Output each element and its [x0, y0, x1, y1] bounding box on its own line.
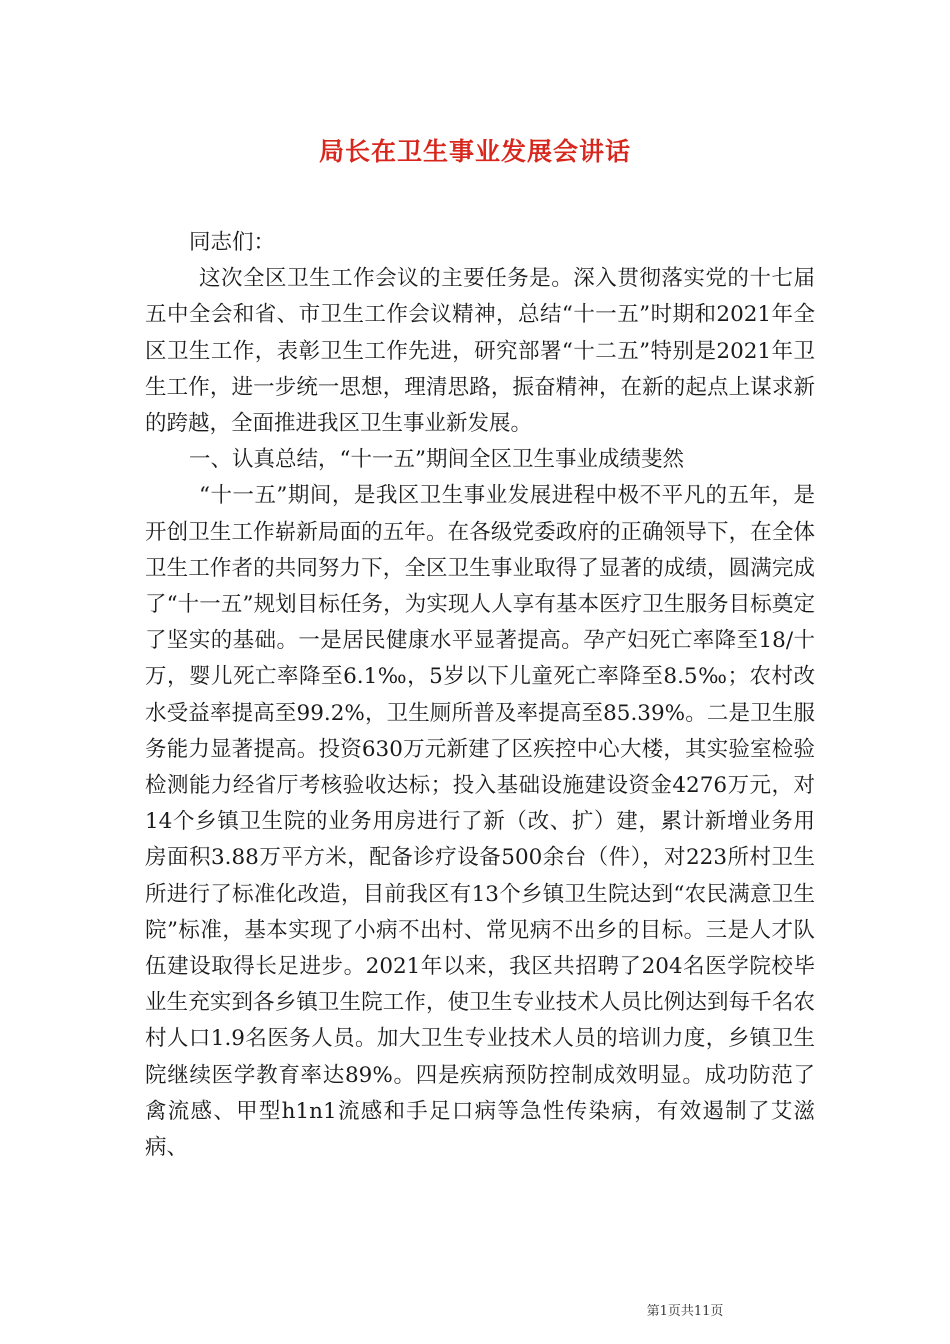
paragraph-section-1: “十一五”期间，是我区卫生事业发展进程中极不平凡的五年，是开创卫生工作崭新局面的五年。在各级党委政府的正确领导下，在全体卫生工作者的共同努力下，全区卫生事业取得了显著的成绩，圆满完成了“十一五”规划目标任务，为实现人人享有基本医疗卫生服务目标奠定了坚实的基础。一是居民健康水平显著提高。孕产妇死亡率降至18/十万，婴儿死亡率降至6.1‰，5岁以下儿童死亡率降至8.5‰；农村改水受益率提高至99.2%，卫生厕所普及率提高至85.39%。二是卫生服务能力显著提高。投资630万元新建了区疾控中心大楼，其实验室检验检测能力经省厅考核验收达标；投入基础设施建设资金4276万元，对14个乡镇卫生院的业务用房进行了新（改、扩）建，累计新增业务用房面积3.88万平方米，配备诊疗设备500余台（件），对223所村卫生所进行了标准化改造，目前我区有13个乡镇卫生院达到“农民满意卫生院”标准，基本实现了小病不出村、常见病不出乡的目标。三是人才队伍建设取得长足进步。2021年以来，我区共招聘了204名医学院校毕业生充实到各乡镇卫生院工作，使卫生专业技术人员比例达到每千名农村人口1.9名医务人员。加大卫生专业技术人员的培训力度，乡镇卫生院继续医学教育率达89%。四是疾病预防控制成效明显。成功防范了禽流感、甲型h1n1流感和手足口病等急性传染病，有效遏制了艾滋病、 [145, 483, 815, 1161]
greeting: 同志们： [189, 230, 276, 255]
page-number: 第1页共11页 [646, 1304, 724, 1319]
section-heading: 一、认真总结，“十一五”期间全区卫生事业成绩斐然 [189, 447, 684, 473]
document-body [145, 225, 815, 1166]
document-title: 局长在卫生事业发展会讲话 [318, 137, 631, 166]
paragraph-intro: 这次全区卫生工作会议的主要任务是。深入贯彻落实党的十七届五中全会和省、市卫生工作会议精神，总结“十一五”时期和2021年全区卫生工作，表彰卫生工作先进，研究部署“十二五”特别是2021年卫生工作，进一步统一思想，理清思路，振奋精神，在新的起点上谋求新的跨越，全面推进我区卫生事业新发展。 [145, 266, 815, 437]
